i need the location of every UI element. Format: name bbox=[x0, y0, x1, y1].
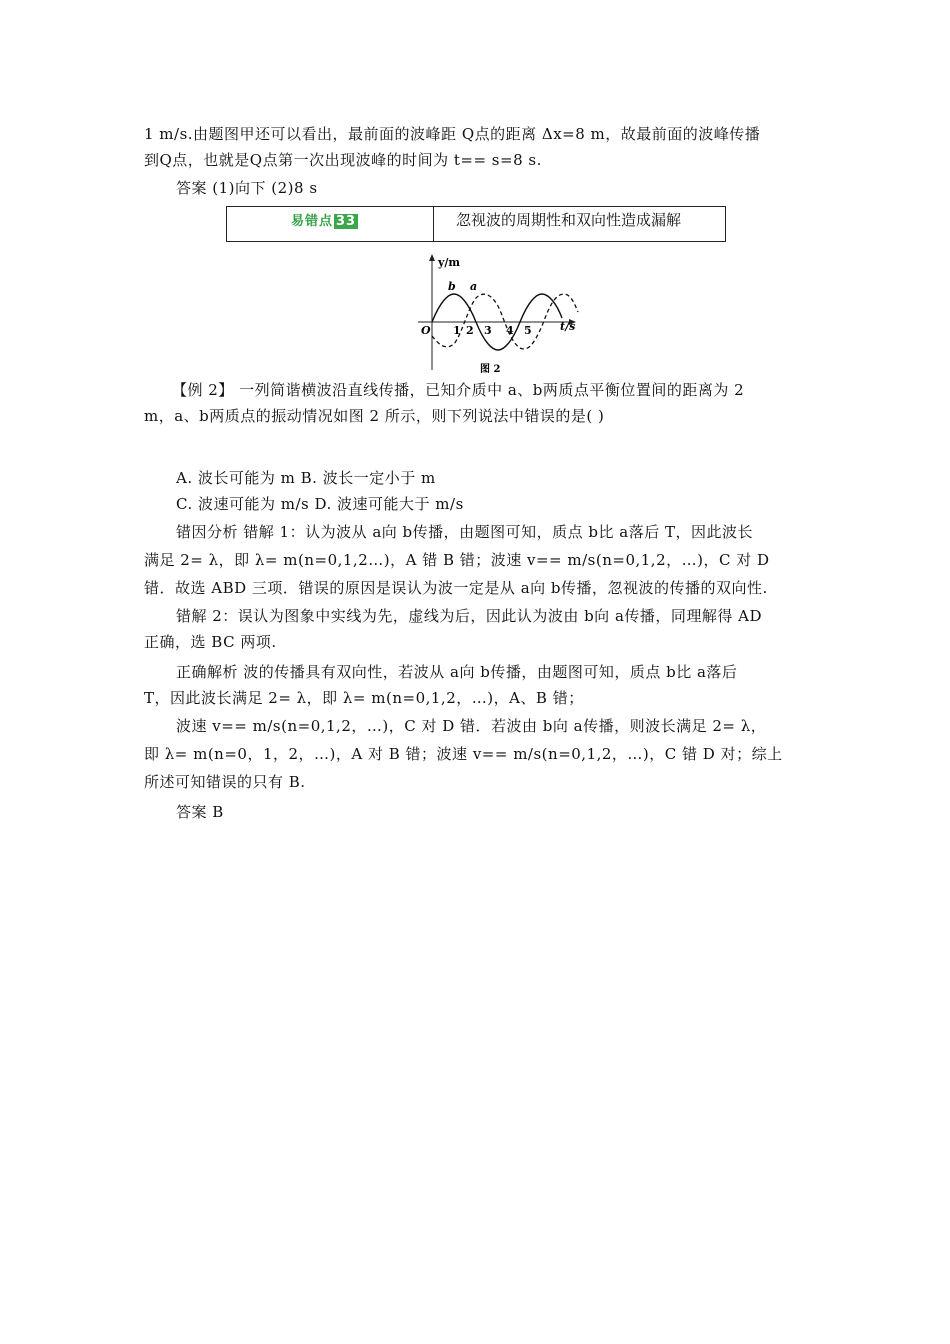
tick-1: 1 bbox=[453, 324, 461, 337]
example-line-2: m，a、b两质点的振动情况如图 2 所示，则下列说法中错误的是( ) bbox=[144, 407, 605, 425]
tick-4: 4 bbox=[506, 324, 514, 337]
analysis-line-2: 满足 2= λ，即 λ= m(n=0,1,2…)，A 错 B 错；波速 v== m/s(n=0,1,2，…)，C 对 D bbox=[144, 551, 770, 569]
example-line-1: 【例 2】 一列简谐横波沿直线传播，已知介质中 a、b两质点平衡位置间的距离为 2 bbox=[172, 381, 745, 399]
error-point-badge bbox=[291, 210, 358, 229]
analysis-line-4: 错解 2：误认为图象中实线为先，虚线为后，因此认为波由 b向 a传播，同理解得 AD bbox=[176, 607, 763, 625]
tick-2: 2 bbox=[466, 324, 474, 337]
tick-5: 5 bbox=[524, 324, 532, 337]
options-line-2: C. 波速可能为 m/s D. 波速可能大于 m/s bbox=[176, 495, 464, 513]
y-axis-label: y/m bbox=[438, 256, 461, 269]
point-label-b: b bbox=[448, 280, 456, 293]
point-label-a: a bbox=[470, 280, 478, 293]
line-p1: 1 m/s.由题图甲还可以看出，最前面的波峰距 Q点的距离 Δx=8 m，故最前面的波峰传播 bbox=[144, 125, 761, 143]
analysis-line-3: 错．故选 ABD 三项．错误的原因是误认为波一定是从 a向 b传播，忽视波的传播的双向性. bbox=[144, 579, 768, 597]
correct-line-3: 波速 v== m/s(n=0,1,2，…)，C 对 D 错．若波由 b向 a传播，则波长满足 2= λ， bbox=[176, 717, 767, 735]
analysis-line-1: 错因分析 错解 1：认为波从 a向 b传播，由题图可知，质点 b比 a落后 T，因此波长 bbox=[176, 523, 754, 541]
correct-line-4: 即 λ= m(n=0，1，2，…)，A 对 B 错；波速 v== m/s(n=0,1,2，…)，C 错 D 对；综上 bbox=[144, 745, 783, 763]
correct-line-5: 所述可知错误的只有 B. bbox=[144, 773, 306, 791]
correct-line-1: 正确解析 波的传播具有双向性，若波从 a向 b传播，由题图可知，质点 b比 a落后 bbox=[176, 663, 738, 681]
analysis-line-5: 正确，选 BC 两项. bbox=[144, 633, 277, 651]
y-axis-arrow bbox=[429, 254, 435, 261]
error-point-table bbox=[226, 206, 726, 242]
badge-cell bbox=[227, 207, 434, 241]
answer-1: 答案 (1)向下 (2)8 s bbox=[176, 179, 318, 197]
correct-line-2: T，因此波长满足 2= λ，即 λ= m(n=0,1,2，…)，A、B 错； bbox=[144, 689, 584, 707]
wave-figure bbox=[404, 250, 588, 376]
tick-3: 3 bbox=[484, 324, 492, 337]
x-axis-label: t/s bbox=[560, 320, 576, 333]
badge-text: 易错点 bbox=[291, 214, 334, 229]
figure-caption: 图 2 bbox=[480, 364, 501, 375]
origin-label: O bbox=[421, 324, 431, 337]
options-line-1: A. 波长可能为 m B. 波长一定小于 m bbox=[176, 469, 436, 487]
answer-2: 答案 B bbox=[176, 803, 224, 821]
badge-number: 33 bbox=[336, 214, 357, 229]
table-title: 忽视波的周期性和双向性造成漏解 bbox=[456, 211, 682, 229]
line-p2: 到Q点，也就是Q点第一次出现波峰的时间为 t== s=8 s. bbox=[144, 151, 542, 169]
